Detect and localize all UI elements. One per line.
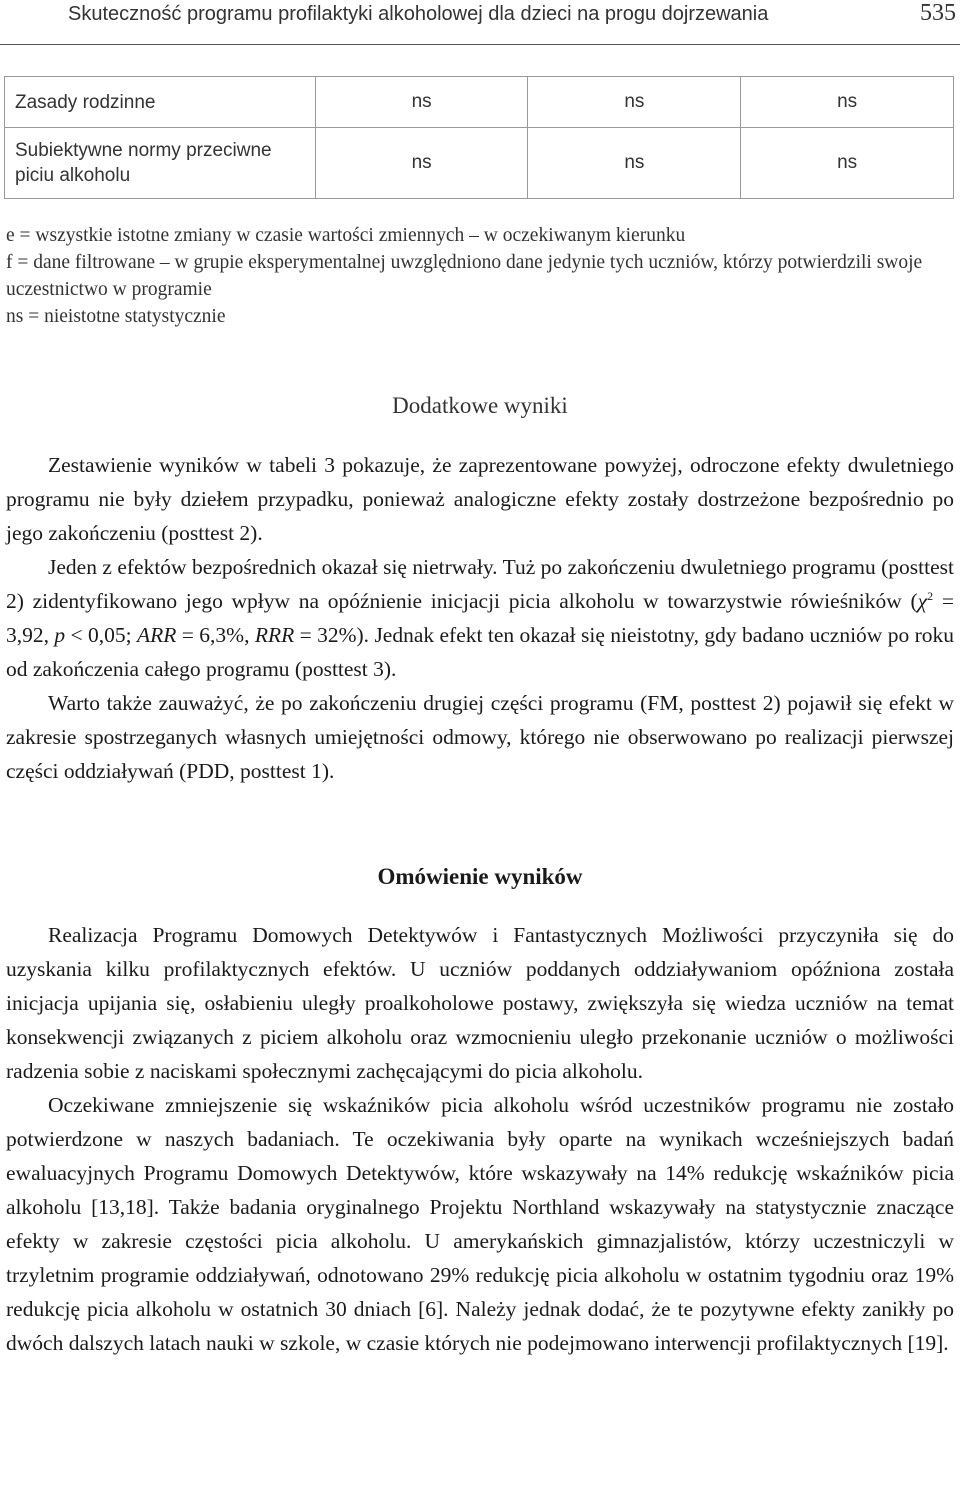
cell-value: ns (528, 77, 741, 128)
cell-value: ns (741, 77, 954, 128)
cell-value: ns (315, 128, 528, 199)
row-label: Subiektywne normy przeciwne piciu alkoholu (5, 128, 316, 199)
table-notes (6, 222, 956, 330)
paragraph: Warto także zauważyć, że po zakończeniu drugiej części programu (FM, posttest 2) pojawił się efekt w zakresie spostrzeganych własnych umiejętności odmowy, którego nie obserwowano po realizacji pierwszej części oddziaływań (PDD, posttest 1). (6, 691, 954, 783)
paragraph: Jeden z efektów bezpośrednich okazał się nietrwały. Tuż po zakończeniu dwuletniego programu (posttest 2) zidentyfikowano jego wpływ na opóźnienie inicjacji picia alkoholu w towarzystwie rówieśników ($\chi^2 = 3,92$, p < 0,05; ARR = 6,3%, RRR = 32%). Jednak efekt ten okazał się nieistotny, gdy badano uczniów po roku od zakończenia całego programu (posttest 3). (6, 555, 954, 681)
note-f: f = dane filtrowane – w grupie eksperymentalnej uwzględniono dane jedynie tych uczniów, którzy potwierdzili swoje uczestnictwo w programie (6, 252, 923, 300)
discussion-text (6, 918, 954, 1360)
additional-results-heading: Dodatkowe wyniki (392, 393, 568, 418)
note-ns: ns = nieistotne statystycznie (6, 306, 226, 327)
table-row (5, 128, 954, 199)
cell-value: ns (315, 77, 528, 128)
page-number: 535 (920, 0, 956, 26)
row-label: Zasady rodzinne (5, 77, 316, 128)
cell-value: ns (741, 128, 954, 199)
paragraph: Oczekiwane zmniejszenie się wskaźników picia alkoholu wśród uczestników programu nie zostało potwierdzone w naszych badaniach. Te oczekiwania były oparte na wynikach wcześniejszych badań ewaluacyjnych Programu Domowych Detektywów, które wskazywały na 14% redukcję wskaźników picia alkoholu [13,18]. Także badania oryginalnego Projektu Northland wskazywały na statystycznie znaczące efekty w zakresie częstości picia alkoholu. U amerykańskich gimnazjalistów, którzy uczestniczyli w trzyletnim programie oddziaływań, odnotowano 29% redukcję picia alkoholu w ostatnim tygodniu oraz 19% redukcję picia alkoholu w ostatnich 30 dniach [6]. Należy jednak dodać, że te pozytywne efekty zanikły po dwóch dalszych latach nauki w szkole, w czasie których nie podejmowano interwencji profilaktycznych [19]. (6, 1093, 954, 1355)
note-e: e = wszystkie istotne zmiany w czasie wartości zmiennych – w oczekiwanym kierunku (6, 225, 686, 246)
running-header (0, 0, 960, 45)
paragraph: Realizacja Programu Domowych Detektywów i Fantastycznych Możliwości przyczyniła się do uzyskania kilku profilaktycznych efektów. U uczniów poddanych oddziaływaniom opóźniona została inicjacja upijania się, osłabieniu uległy proalkoholowe postawy, zwiększyła się wiedza uczniów na temat konsekwencji związanych z piciem alkoholu oraz wzmocnieniu uległo przekonanie uczniów o możliwości radzenia sobie z naciskami społecznymi zachęcającymi do picia alkoholu. (6, 923, 954, 1083)
table-row (5, 77, 954, 128)
cell-value: ns (528, 128, 741, 199)
additional-results-text (6, 448, 954, 788)
running-title: Skuteczność programu profilaktyki alkoholowej dla dzieci na progu dojrzewania (68, 3, 769, 25)
discussion-heading: Omówienie wyników (377, 864, 583, 889)
results-table (4, 76, 954, 199)
paragraph: Zestawienie wyników w tabeli 3 pokazuje, że zaprezentowane powyżej, odroczone efekty dwuletniego programu nie były dziełem przypadku, ponieważ analogiczne efekty zostały dostrzeżone bezpośrednio po jego zakończeniu (posttest 2). (6, 453, 954, 545)
